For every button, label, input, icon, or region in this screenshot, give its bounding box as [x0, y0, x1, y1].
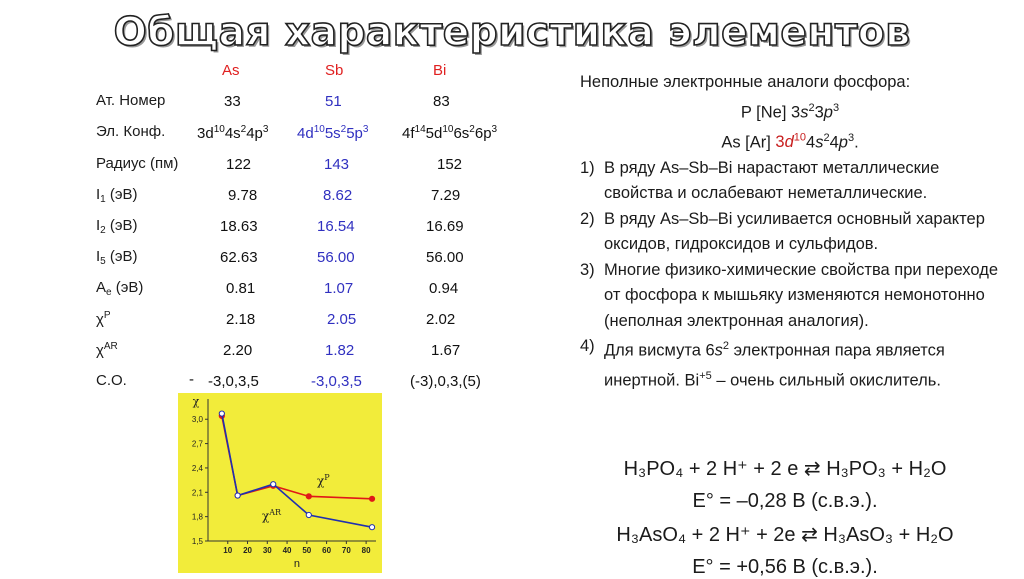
value-bi-atomic-number: 83 — [433, 93, 450, 110]
series-line-chi-ar — [222, 414, 372, 528]
list-item: 2) В ряду As–Sb–Bi усиливается основный характер оксидов, гидроксидов и сульфидов. — [580, 209, 985, 253]
x-tick-label: 30 — [262, 546, 272, 555]
x-tick-label: 70 — [341, 546, 351, 555]
electronegativity-chart — [178, 393, 382, 573]
value-bi-i2: 16.69 — [426, 218, 464, 235]
value-sb-config: $4d^{10}5s^25p^3$ — [297, 124, 369, 142]
y-tick-label: 2,7 — [191, 439, 203, 449]
value-as-radius: 122 — [226, 156, 252, 173]
value-bi-config: $4f^{14}5d^{10}6s^26p^3$ — [402, 124, 498, 142]
value-sb-radius: 143 — [324, 156, 350, 173]
value-bi-chi-ar: 1.67 — [431, 342, 461, 359]
series-label-chi-p: $\chi^P$ — [317, 473, 330, 488]
chart-svg — [178, 393, 382, 573]
x-tick-label: 80 — [361, 546, 371, 555]
row-dash-marker: - — [189, 371, 194, 388]
list-item: 4) Для висмута $6s^2$ электронная пара является инертной. $Bi^{+5}$ – очень сильный окислитель. — [580, 337, 945, 390]
value-as-i5: 62.63 — [220, 249, 258, 266]
y-tick-label: 1,5 — [191, 537, 203, 546]
column-header-sb: Sb — [325, 62, 344, 79]
equation-arsenous-acid: H₃AsO₄ + 2 H⁺ + 2e ⇄ H₃AsO₃ + H₂O — [616, 524, 954, 546]
equation-phosphorous-acid: H₃PO₄ + 2 H⁺ + 2 e ⇄ H₃PO₃ + H₂O — [623, 458, 947, 480]
list-item: 1) В ряду As–Sb–Bi нарастают металлические свойства и ослабевают неметаллические. — [580, 158, 940, 202]
series-line-chi-p — [222, 416, 372, 499]
value-sb-i2: 16.54 — [317, 218, 355, 235]
y-tick-label: 3,0 — [191, 415, 203, 425]
potential-phosphorous: E° = –0,28 В (с.в.э.). — [692, 490, 878, 512]
value-sb-atomic-number: 51 — [325, 93, 342, 110]
value-as-ae: 0.81 — [226, 280, 256, 297]
value-as-chi-ar: 2.20 — [223, 342, 253, 359]
row-label-ae: $A_e$ (эВ) — [96, 279, 144, 298]
series-label-chi-ar: $\chi^{AR}$ — [262, 508, 282, 523]
row-label-i2: $I_2$ (эВ) — [96, 217, 138, 236]
config-arsenic: As [Ar] $3d^{10}4s^24p^3$. — [721, 131, 859, 151]
value-bi-chi-p: 2.02 — [426, 311, 456, 328]
x-axis-label: n — [293, 558, 301, 570]
data-point — [271, 482, 276, 487]
x-tick-label: 10 — [223, 546, 233, 555]
row-label-radius: Радиус (пм) — [96, 155, 179, 172]
value-bi-i1: 7.29 — [431, 187, 461, 204]
value-as-atomic-number: 33 — [224, 93, 241, 110]
value-bi-i5: 56.00 — [426, 249, 464, 266]
x-tick-label: 40 — [282, 546, 292, 555]
value-as-config: $3d^{10}4s^24p^3$ — [197, 124, 269, 142]
y-tick-label: 1,8 — [191, 512, 203, 522]
property-list — [580, 156, 1000, 395]
y-tick-label: 2,1 — [191, 488, 203, 498]
row-label-atomic-number: Ат. Номер — [96, 92, 166, 109]
value-as-chi-p: 2.18 — [226, 311, 256, 328]
value-bi-ae: 0.94 — [429, 280, 459, 297]
x-tick-label: 50 — [302, 546, 312, 555]
row-label-oxidation: С.О. — [96, 372, 127, 389]
value-sb-chi-ar: 1.82 — [325, 342, 355, 359]
y-tick-label: 2,4 — [191, 463, 203, 473]
value-sb-i5: 56.00 — [317, 249, 355, 266]
data-point — [369, 496, 374, 501]
y-axis-label: χ — [192, 395, 200, 408]
column-header-bi: Bi — [433, 62, 447, 79]
analogues-heading: Неполные электронные аналоги фосфора: — [580, 73, 911, 91]
row-label-config: Эл. Конф. — [96, 123, 166, 140]
value-as-i2: 18.63 — [220, 218, 258, 235]
row-label-i1: $I_1$ (эВ) — [96, 186, 138, 205]
x-tick-label: 60 — [322, 546, 332, 555]
value-sb-chi-p: 2.05 — [327, 311, 357, 328]
value-bi-oxidation: (-3),0,3,(5) — [410, 373, 481, 390]
data-point — [306, 512, 311, 517]
row-label-chi-p: $\chi^P$ — [96, 310, 111, 328]
row-label-chi-ar: $\chi^{AR}$ — [96, 341, 118, 359]
x-tick-label: 20 — [243, 546, 252, 555]
value-sb-ae: 1.07 — [324, 280, 354, 297]
analogues-description — [580, 70, 1000, 394]
list-item: 3) Многие физико-химические свойства при переходе от фосфора к мышьяку изменяются немонотонно (неполная электронная аналогия). — [580, 260, 998, 330]
page-title: Общая характеристика элементов — [113, 10, 911, 55]
row-label-i5: $I_5$ (эВ) — [96, 248, 138, 267]
value-as-i1: 9.78 — [228, 187, 258, 204]
value-as-oxidation: -3,0,3,5 — [208, 373, 259, 390]
value-sb-oxidation: -3,0,3,5 — [311, 373, 362, 390]
column-header-as: As — [222, 62, 240, 79]
config-phosphorus: P [Ne] $3s^23p^3$ — [740, 101, 840, 121]
potential-arsenous: E° = +0,56 В (с.в.э.). — [692, 556, 878, 578]
data-point — [306, 494, 311, 499]
data-point — [235, 493, 240, 498]
value-bi-radius: 152 — [437, 156, 463, 173]
data-point — [219, 411, 224, 416]
value-sb-i1: 8.62 — [323, 187, 353, 204]
data-point — [369, 525, 374, 530]
